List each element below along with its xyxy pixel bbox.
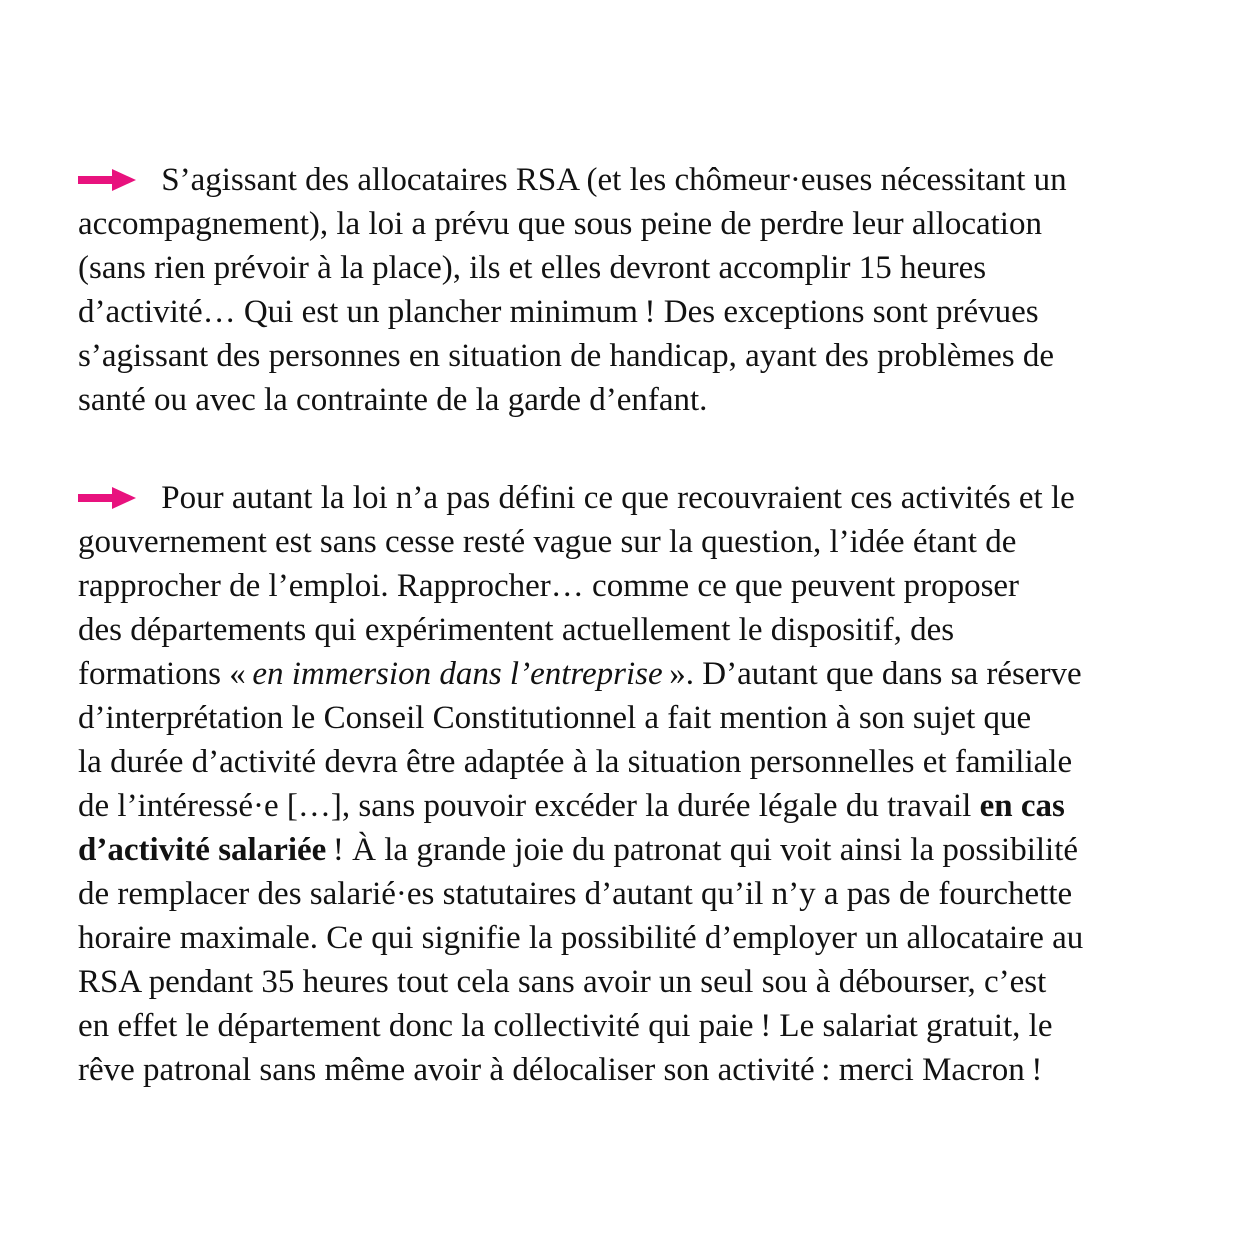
text-segment: d’interprétation le Conseil Constitutionnel a fait mention à son sujet que (78, 700, 1032, 736)
text-line (78, 696, 1170, 740)
text-line (78, 1048, 1170, 1092)
text-line (78, 740, 1170, 784)
text-line (78, 520, 1170, 564)
text-segment: de remplacer des salarié·es statutaires d’autant qu’il n’y a pas de fourchette (78, 876, 1073, 912)
text-line (78, 960, 1170, 1004)
text-segment: d’activité salariée (78, 832, 327, 868)
text-line (78, 828, 1170, 872)
text-segment: santé ou avec la contrainte de la garde d’enfant. (78, 382, 708, 418)
text-segment: des départements qui expérimentent actuellement le dispositif, des (78, 612, 955, 648)
text-line (78, 158, 1170, 202)
text-line (78, 784, 1170, 828)
text-line (78, 564, 1170, 608)
text-segment: s’agissant des personnes en situation de handicap, ayant des problèmes de (78, 338, 1054, 374)
text-segment: en immersion dans l’entreprise (252, 656, 663, 692)
text-segment: horaire maximale. Ce qui signifie la possibilité d’employer un allocataire au (78, 920, 1084, 956)
text-line (78, 872, 1170, 916)
text-segment: accompagnement), la loi a prévu que sous peine de perdre leur allocation (78, 206, 1042, 242)
text-line (78, 608, 1170, 652)
arrow-right-icon (78, 487, 136, 509)
text-segment: en cas (979, 788, 1065, 824)
text-line (78, 334, 1170, 378)
text-segment: RSA pendant 35 heures tout cela sans avoir un seul sou à débourser, c’est (78, 964, 1047, 1000)
text-line (78, 202, 1170, 246)
paragraph (78, 476, 1170, 1092)
text-segment: la durée d’activité devra être adaptée à la situation personnelles et familiale (78, 744, 1073, 780)
arrow-right-icon (78, 169, 136, 191)
text-line (78, 916, 1170, 960)
text-line (78, 652, 1170, 696)
article-text (78, 158, 1170, 1092)
paragraph (78, 158, 1170, 422)
text-segment: (sans rien prévoir à la place), ils et elles devront accomplir 15 heures (78, 250, 987, 286)
text-line (78, 246, 1170, 290)
text-segment: ». D’autant que dans sa réserve (662, 656, 1082, 692)
text-segment: ! À la grande joie du patronat qui voit ainsi la possibilité (326, 832, 1079, 868)
text-segment: Pour autant la loi n’a pas défini ce que recouvraient ces activités et le (161, 480, 1075, 516)
text-segment: formations « (78, 656, 253, 692)
text-segment: d’activité… Qui est un plancher minimum ! Des exceptions sont prévues (78, 294, 1039, 330)
text-segment: gouvernement est sans cesse resté vague sur la question, l’idée étant de (78, 524, 1017, 560)
text-line (78, 1004, 1170, 1048)
text-segment: rapprocher de l’emploi. Rapprocher… comme ce que peuvent proposer (78, 568, 1020, 604)
text-segment: S’agissant des allocataires RSA (et les chômeur·euses nécessitant un (161, 162, 1067, 198)
text-line (78, 378, 1170, 422)
text-segment: rêve patronal sans même avoir à délocaliser son activité : merci Macron ! (78, 1052, 1043, 1088)
text-line (78, 290, 1170, 334)
text-line (78, 476, 1170, 520)
text-segment: en effet le département donc la collectivité qui paie ! Le salariat gratuit, le (78, 1008, 1053, 1044)
text-segment: de l’intéressé·e […], sans pouvoir excéder la durée légale du travail (78, 788, 980, 824)
